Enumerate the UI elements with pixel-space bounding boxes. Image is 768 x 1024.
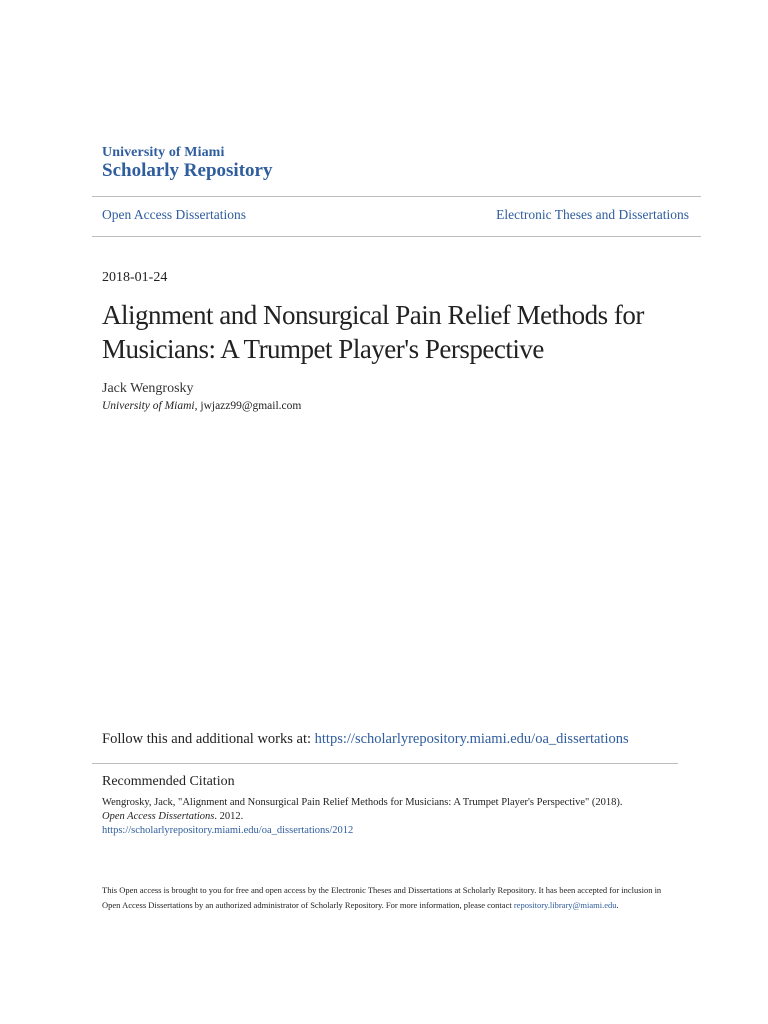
- footer-note: [102, 883, 672, 913]
- university-name[interactable]: University of Miami: [102, 145, 225, 160]
- document-title: Alignment and Nonsurgical Pain Relief Methods for Musicians: A Trumpet Player's Perspective: [102, 300, 644, 364]
- author-affiliation: University of Miami, jwjazz99@gmail.com: [102, 400, 302, 412]
- divider-top: [92, 196, 701, 197]
- author-email: jwjazz99@gmail.com: [200, 400, 302, 412]
- divider-citation: [92, 763, 678, 764]
- citation-suffix: . 2012.: [214, 811, 244, 822]
- footer-email-link[interactable]: repository.library@miami.edu: [513, 900, 617, 910]
- citation-text: Wengrosky, Jack, "Alignment and Nonsurgical Pain Relief Methods for Musicians: A Trumpet Player's Perspective" (2018).: [102, 797, 623, 808]
- footer-text: This Open access is brought to you for free and open access by the Electronic Theses and Dissertations at Scholarly Repository. It has been accepted for inclusion in Open Access Dissertations by an authorized administrator of Scholarly Repository. For more information, please contact: [102, 885, 662, 910]
- follow-link[interactable]: https://scholarlyrepository.miami.edu/oa_dissertations: [314, 731, 629, 747]
- citation-link[interactable]: https://scholarlyrepository.miami.edu/oa_dissertations/2012: [102, 825, 354, 836]
- collection-link-open-access[interactable]: Open Access Dissertations: [102, 207, 246, 222]
- publication-date: 2018-01-24: [102, 270, 168, 285]
- follow-line: [102, 731, 629, 748]
- affiliation-name: University of Miami: [102, 400, 195, 412]
- citation-heading: Recommended Citation: [102, 774, 235, 789]
- author-name: Jack Wengrosky: [102, 381, 194, 396]
- collection-link-etd[interactable]: Electronic Theses and Dissertations: [496, 207, 689, 222]
- footer-end: .: [616, 900, 619, 910]
- citation-body: [102, 796, 647, 838]
- follow-label: Follow this and additional works at:: [102, 731, 315, 747]
- citation-series: Open Access Dissertations: [102, 811, 215, 822]
- divider-middle: [92, 236, 701, 237]
- repository-name[interactable]: Scholarly Repository: [102, 160, 273, 181]
